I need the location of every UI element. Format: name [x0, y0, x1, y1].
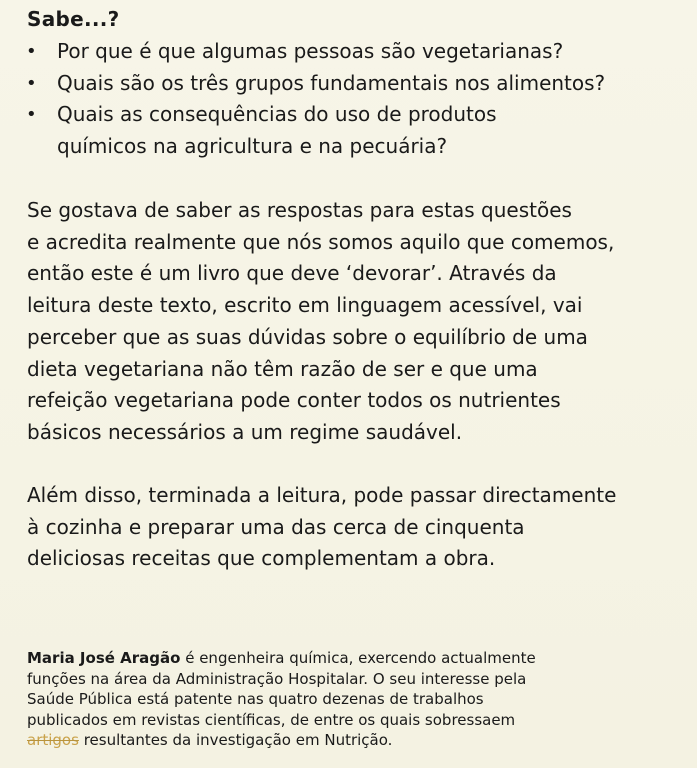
author-bio-line: publicados em revistas científicas, de entre os quais sobressaem	[27, 710, 516, 729]
author-bio-line	[27, 648, 677, 669]
paragraph-line: Além disso, terminada a leitura, pode passar directamente	[27, 483, 617, 507]
paragraph-line: deliciosas receitas que complementam a obra.	[27, 546, 496, 571]
paragraph-line: básicos necessários a um regime saudável.	[27, 419, 463, 444]
paragraph-line: à cozinha e preparar uma das cerca de cinquenta	[27, 514, 525, 539]
question-list	[22, 36, 682, 162]
paragraph-line: refeição vegetariana pode conter todos os nutrientes	[27, 388, 561, 413]
question-text: Quais são os três grupos fundamentais nos alimentos?	[57, 70, 606, 95]
paragraph-intro	[27, 195, 687, 449]
paragraph-line: Se gostava de saber as respostas para estas questões	[27, 198, 572, 222]
question-text: Quais as consequências do uso de produtos	[57, 102, 497, 126]
author-bio	[27, 648, 677, 751]
heading: Sabe...?	[27, 7, 120, 31]
stamped-word: artigos	[27, 731, 79, 749]
bullet-icon: •	[26, 72, 37, 94]
author-name: Maria José Aragão	[27, 649, 181, 667]
question-text: Por que é que algumas pessoas são vegetarianas?	[57, 39, 564, 63]
bullet-icon: •	[26, 41, 37, 62]
question-item	[22, 99, 682, 162]
paragraph-line: então este é um livro que deve ‘devorar’. Através da	[27, 261, 557, 286]
author-bio-line: Saúde Pública está patente nas quatro dezenas de trabalhos	[27, 690, 484, 708]
paragraph-line: e acredita realmente que nós somos aquilo que comemos,	[27, 229, 615, 254]
paragraph-recipes	[27, 480, 687, 575]
author-bio-line	[27, 730, 677, 751]
bullet-icon: •	[26, 104, 37, 125]
author-bio-text: é engenheira química, exercendo actualmente	[180, 649, 536, 667]
question-item	[22, 36, 682, 68]
author-bio-text: resultantes da investigação em Nutrição.	[78, 731, 393, 749]
paragraph-line: dieta vegetariana não têm razão de ser e que uma	[27, 356, 538, 381]
question-item	[22, 68, 682, 100]
paragraph-line: perceber que as suas dúvidas sobre o equilíbrio de uma	[27, 324, 588, 349]
author-bio-line: funções na área da Administração Hospitalar. O seu interesse pela	[27, 669, 527, 688]
paragraph-line: leitura deste texto, escrito em linguagem acessível, vai	[27, 293, 583, 318]
question-text: químicos na agricultura e na pecuária?	[57, 133, 448, 158]
